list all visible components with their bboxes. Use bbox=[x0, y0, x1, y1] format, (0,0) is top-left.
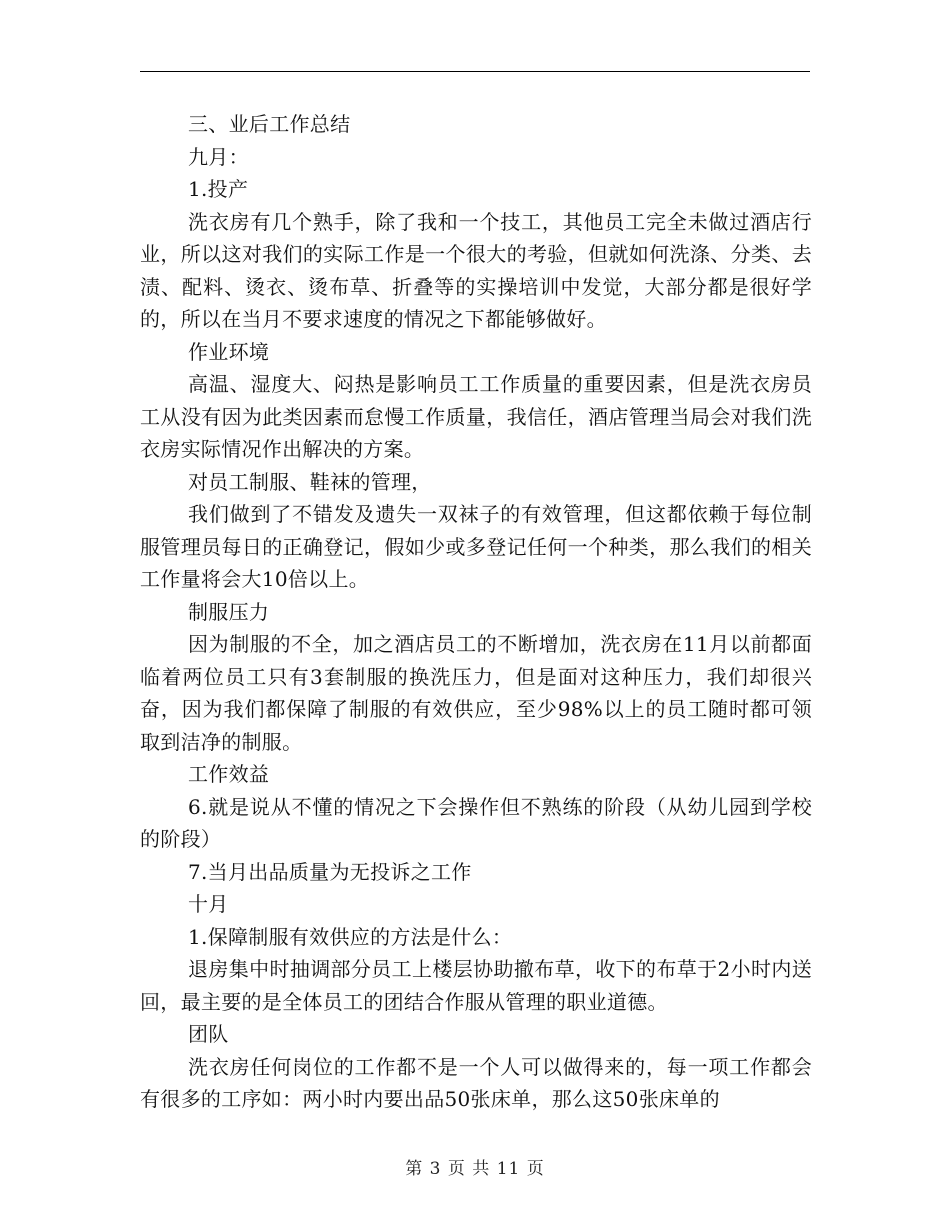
document-body bbox=[140, 108, 812, 1116]
paragraph: 洗衣房任何岗位的工作都不是一个人可以做得来的，每一项工作都会有很多的工序如：两小时内要出品50张床单，那么这50张床单的 bbox=[140, 1054, 812, 1111]
subheading: 制服压力 bbox=[188, 599, 270, 624]
section-heading: 三、业后工作总结 bbox=[188, 112, 351, 136]
paragraph: 7.当月出品质量为无投诉之工作 bbox=[188, 859, 472, 884]
subheading: 工作效益 bbox=[188, 762, 270, 786]
paragraph: 退房集中时抽调部分员工上楼层协助撤布草，收下的布草于2小时内送回，最主要的是全体员工的团结合作服从管理的职业道德。 bbox=[140, 957, 812, 1014]
page-number: 第 3 页 共 11 页 bbox=[405, 1159, 545, 1179]
paragraph: 因为制服的不全，加之酒店员工的不断增加，洗衣房在11月以前都面临着两位员工只有3套制服的换洗压力，但是面对这种压力，我们却很兴奋，因为我们都保障了制服的有效供应，至少98%以上的员工随时都可领取到洁净的制服。 bbox=[140, 632, 812, 754]
paragraph: 我们做到了不错发及遗失一双袜子的有效管理，但这都依赖于每位制服管理员每日的正确登记，假如少或多登记任何一个种类，那么我们的相关工作量将会大10倍以上。 bbox=[140, 502, 812, 591]
subheading: 作业环境 bbox=[188, 339, 270, 364]
month-heading-october: 十月 bbox=[188, 892, 229, 916]
item-heading: 1.投产 bbox=[188, 177, 249, 201]
paragraph: 洗衣房有几个熟手，除了我和一个技工，其他员工完全未做过酒店行业，所以这对我们的实际工作是一个很大的考验，但就如何洗涤、分类、去渍、配料、烫衣、烫布草、折叠等的实操培训中发觉，大部分都是很好学的，所以在当月不要求速度的情况之下都能够做好。 bbox=[140, 209, 812, 331]
paragraph: 6.就是说从不懂的情况之下会操作但不熟练的阶段（从幼儿园到学校的阶段） bbox=[140, 794, 812, 851]
header-rule bbox=[140, 71, 810, 72]
paragraph: 高温、湿度大、闷热是影响员工工作质量的重要因素，但是洗衣房员工从没有因为此类因素而怠慢工作质量，我信任，酒店管理当局会对我们洗衣房实际情况作出解决的方案。 bbox=[140, 372, 812, 461]
subheading: 对员工制服、鞋袜的管理， bbox=[188, 469, 432, 494]
month-heading-september: 九月： bbox=[188, 144, 249, 169]
subheading: 团队 bbox=[188, 1022, 229, 1046]
item-heading: 1.保障制服有效供应的方法是什么： bbox=[188, 924, 513, 949]
